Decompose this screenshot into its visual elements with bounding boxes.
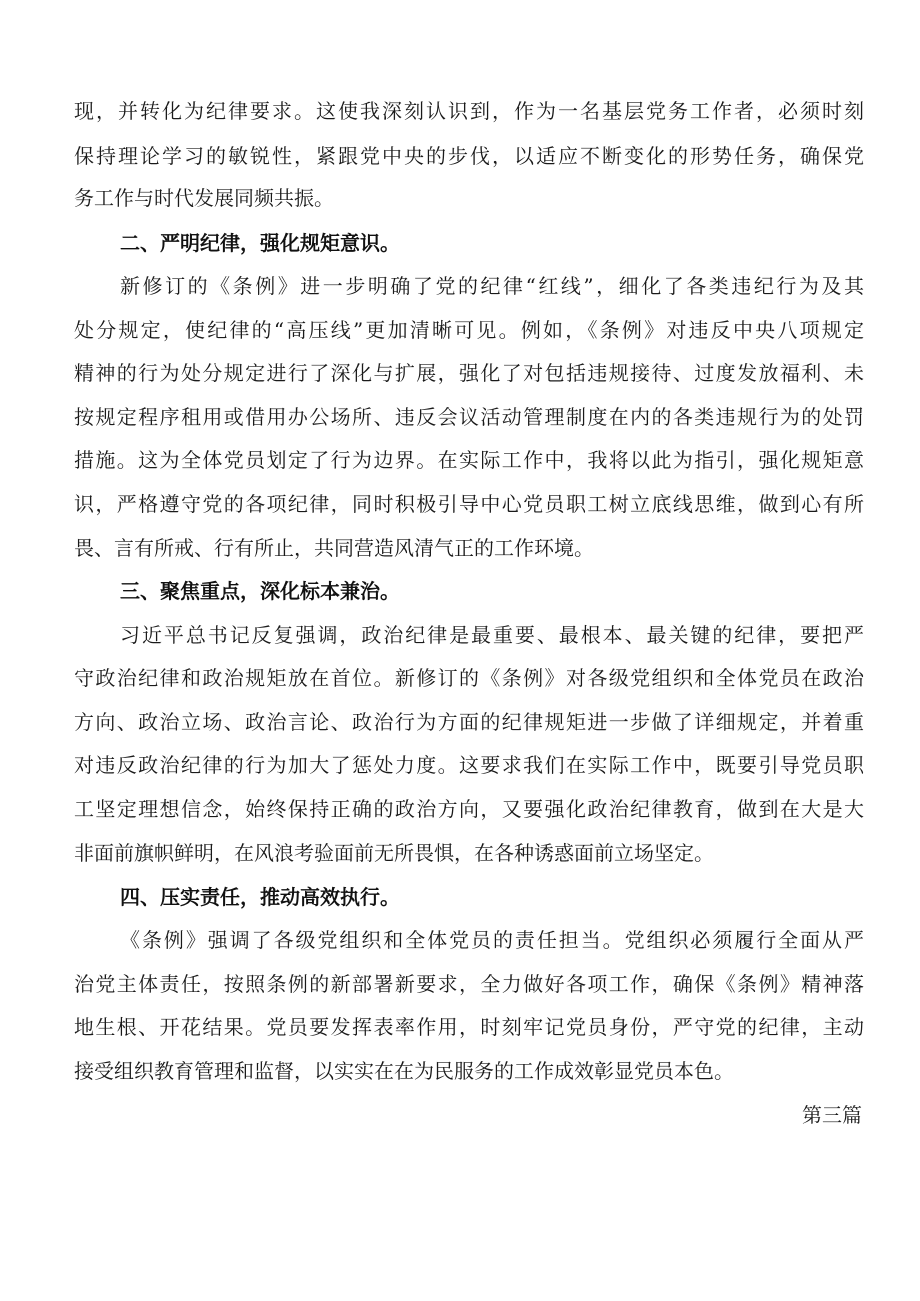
paragraph-line: 精神的行为处分规定进行了深化与扩展，强化了对包括违规接待、过度发放福利、未 [74, 361, 864, 385]
paragraph-line: 《条例》强调了各级党组织和全体党员的责任担当。党组织必须履行全面从严 [120, 928, 864, 952]
paragraph-line: 保持理论学习的敏锐性，紧跟党中央的步伐，以适应不断变化的形势任务，确保党 [74, 144, 864, 168]
paragraph-line: 务工作与时代发展同频共振。 [74, 186, 334, 210]
paragraph-line: 识，严格遵守党的各项纪律，同时积极引导中心党员职工树立底线思维，做到心有所 [74, 492, 864, 516]
paragraph-line: 现，并转化为纪律要求。这使我深刻认识到，作为一名基层党务工作者，必须时刻 [74, 99, 864, 123]
paragraph-line: 习近平总书记反复强调，政治纪律是最重要、最根本、最关键的纪律，要把严 [120, 623, 864, 647]
paragraph-line: 处分规定，使纪律的“高压线”更加清晰可见。例如，《条例》对违反中央八项规定 [74, 318, 864, 342]
section-heading: 四、压实责任，推动高效执行。 [120, 885, 400, 909]
next-part-label: 第三篇 [802, 1103, 862, 1127]
section-heading: 二、严明纪律，强化规矩意识。 [120, 231, 400, 255]
paragraph-line: 方向、政治立场、政治言论、政治行为方面的纪律规矩进一步做了详细规定，并着重 [74, 710, 864, 734]
paragraph-line: 治党主体责任，按照条例的新部署新要求，全力做好各项工作，确保《条例》精神落 [74, 972, 864, 996]
section-heading: 三、聚焦重点，深化标本兼治。 [120, 579, 400, 603]
paragraph-line: 工坚定理想信念，始终保持正确的政治方向，又要强化政治纪律教育，做到在大是大 [74, 797, 864, 821]
paragraph-line: 措施。这为全体党员划定了行为边界。在实际工作中，我将以此为指引，强化规矩意 [74, 448, 864, 472]
paragraph-line: 对违反政治纪律的行为加大了惩处力度。这要求我们在实际工作中，既要引导党员职 [74, 753, 864, 777]
paragraph-line: 新修订的《条例》进一步明确了党的纪律“红线”，细化了各类违纪行为及其 [120, 274, 864, 298]
paragraph-line: 畏、言有所戒、行有所止，共同营造风清气正的工作环境。 [74, 536, 594, 560]
paragraph-line: 守政治纪律和政治规矩放在首位。新修订的《条例》对各级党组织和全体党员在政治 [74, 666, 864, 690]
paragraph-line: 非面前旗帜鲜明，在风浪考验面前无所畏惧，在各种诱惑面前立场坚定。 [74, 841, 714, 865]
paragraph-line: 按规定程序租用或借用办公场所、违反会议活动管理制度在内的各类违规行为的处罚 [74, 405, 864, 429]
paragraph-line: 地生根、开花结果。党员要发挥表率作用，时刻牢记党员身份，严守党的纪律，主动 [74, 1015, 864, 1039]
paragraph-line: 接受组织教育管理和监督，以实实在在为民服务的工作成效彰显党员本色。 [74, 1059, 734, 1083]
